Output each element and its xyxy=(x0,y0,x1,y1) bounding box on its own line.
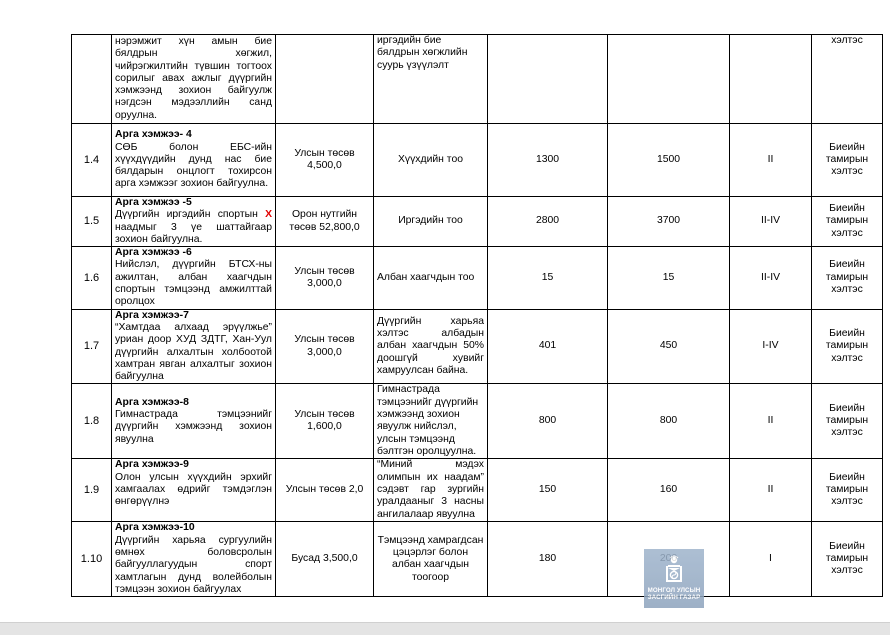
table-row xyxy=(72,35,883,124)
funding-source: Улсын төсөв 1,600,0 xyxy=(276,384,374,459)
phase xyxy=(730,35,812,124)
measure-description: Олон улсын хүүхдийн эрхийг хамгаалах өдрийг тэмдэглэн өнгөрүүлнэ xyxy=(115,471,272,508)
funding-source: Улсын төсөв 2,0 xyxy=(276,459,374,522)
measure-description: Гимнастрада тэмцээнийг дүүргийн хэмжээнд зохион явуулна xyxy=(115,409,272,445)
table-row xyxy=(72,247,883,309)
measure-cell xyxy=(112,124,276,197)
measure-title: Арга хэмжээ- 4 xyxy=(115,129,192,141)
responsible-unit: Биеийн тамирын хэлтэс xyxy=(812,384,883,459)
phase: II xyxy=(730,459,812,522)
indicator: Гимнастрада тэмцээнийг дүүргийн хэмжээнд зохион явуулж нийслэл, улсын тэмцээнд бэлтгэн оролцуулна. xyxy=(374,384,488,459)
table-row xyxy=(72,124,883,197)
baseline-value: 1300 xyxy=(488,124,608,197)
target-value: 15 xyxy=(608,247,730,309)
indicator: Иргэдийн тоо xyxy=(374,197,488,247)
baseline-value: 180 xyxy=(488,522,608,597)
phase: I xyxy=(730,522,812,597)
indicator: Албан хаагчдын тоо xyxy=(374,247,488,309)
table-row xyxy=(72,197,883,247)
measure-title: Арга хэмжээ-10 xyxy=(115,522,195,534)
watermark-caption xyxy=(644,587,704,601)
row-number: 1.8 xyxy=(72,384,112,459)
baseline-value: 15 xyxy=(488,247,608,309)
measure-title: Арга хэмжээ -5 xyxy=(115,197,192,208)
measure-cell xyxy=(112,247,276,309)
measure-description-part: наадмыг 3 үе шаттайгаар зохион байгуулна. xyxy=(115,221,272,245)
measure-cell xyxy=(112,384,276,459)
target-value: 450 xyxy=(608,309,730,384)
measure-description: “Хамтдаа алхаад эрүүлжье” уриан доор ХУД ЗДТГ, Хан-Уул дүүргийн алхалтын холбоотой хамтран явган алхалтыг зохион байгуулна xyxy=(115,321,272,383)
measure-description: Нийслэл, дүүргийн БТСХ-ны ажилтан, албан хаагчдын спортын тэмцээнд амжилттай оролцох xyxy=(115,259,272,308)
measure-description: Дүүргийн харьяа сургуулийн өмнөх боловсролын байгууллагуудын спорт хамтлагын дунд волейболын тэмцээн зохион байгуулах xyxy=(115,534,272,595)
row-number: 1.6 xyxy=(72,247,112,309)
funding-source: Бусад 3,500,0 xyxy=(276,522,374,597)
funding-source: Орон нутгийн төсөв 52,800,0 xyxy=(276,197,374,247)
indicator: Дүүргийн харьяа хэлтэс албадын албан хаагчдын 50% доошгүй хувийг хамруулсан байна. xyxy=(374,309,488,384)
baseline-value: 401 xyxy=(488,309,608,384)
row-number: 1.10 xyxy=(72,522,112,597)
measure-title: Арга хэмжээ-9 xyxy=(115,459,189,471)
measure-cell xyxy=(112,35,276,124)
baseline-value: 2800 xyxy=(488,197,608,247)
target-value xyxy=(608,35,730,124)
measure-title: Арга хэмжээ -6 xyxy=(115,247,192,259)
indicator: иргэдийн бие бялдрын хөгжлийн суурь үзүүлэлт xyxy=(374,35,488,124)
measure-cell xyxy=(112,522,276,597)
responsible-unit: Биеийн тамирын хэлтэс xyxy=(812,459,883,522)
measure-title: Арга хэмжээ-7 xyxy=(115,309,189,321)
row-number: 1.4 xyxy=(72,124,112,197)
table-row xyxy=(72,384,883,459)
phase: II xyxy=(730,384,812,459)
responsible-unit: Биеийн тамирын хэлтэс xyxy=(812,124,883,197)
baseline-value: 150 xyxy=(488,459,608,522)
government-watermark xyxy=(644,549,704,608)
phase: II xyxy=(730,124,812,197)
row-number: 1.5 xyxy=(72,197,112,247)
soyombo-emblem-icon xyxy=(663,555,685,585)
measure-description: нэрэмжит хүн амын бие бялдрын хөгжил, чийрэгжилтийн түвшин тогтоох сорилыг авах ажлыг дүүргийн хэмжээнд зохион байгуулж нэгдсэн мэдээллийн санд оруулна. xyxy=(115,35,272,121)
target-value: 1500 xyxy=(608,124,730,197)
row-number xyxy=(72,35,112,124)
measure-cell xyxy=(112,197,276,247)
responsible-unit: Биеийн тамирын хэлтэс xyxy=(812,247,883,309)
funding-source: Улсын төсөв 3,000,0 xyxy=(276,309,374,384)
funding-source: Улсын төсөв 4,500,0 xyxy=(276,124,374,197)
target-value: 160 xyxy=(608,459,730,522)
measure-cell xyxy=(112,459,276,522)
measure-description: СӨБ болон ЕБС-ийн хүүхдүүдийн дунд нас бие бялдарын онцлогт тохирсон арга хэмжээг зохион байгуулна. xyxy=(115,141,272,190)
row-number: 1.9 xyxy=(72,459,112,522)
measure-description-part: Дүүргийн иргэдийн спортын xyxy=(115,209,258,221)
indicator: “Миний мэдэх олимпын их наадам” сэдэвт гар зургийн уралдааныг 3 насны ангилалаар явуулна xyxy=(374,459,488,522)
phase: I-IV xyxy=(730,309,812,384)
table-row xyxy=(72,459,883,522)
watermark-line-1: МОНГОЛ УЛСЫН xyxy=(647,587,701,594)
responsible-unit: Биеийн тамирын хэлтэс xyxy=(812,522,883,597)
indicator: Тэмцээнд хамрагдсан цэцэрлэг болон албан хаагчдын тоогоор xyxy=(374,522,488,597)
target-value: 800 xyxy=(608,384,730,459)
measure-cell xyxy=(112,309,276,384)
measure-description xyxy=(115,209,272,246)
page-bottom-strip xyxy=(0,622,890,635)
row-number: 1.7 xyxy=(72,309,112,384)
table-row xyxy=(72,522,883,597)
indicator: Хүүхдийн тоо xyxy=(374,124,488,197)
responsible-unit: Биеийн тамирын хэлтэс xyxy=(812,309,883,384)
funding-source xyxy=(276,35,374,124)
phase: II-IV xyxy=(730,197,812,247)
table-row xyxy=(72,309,883,384)
funding-source: Улсын төсөв 3,000,0 xyxy=(276,247,374,309)
responsible-unit: Биеийн тамирын хэлтэс xyxy=(812,197,883,247)
action-plan-table xyxy=(71,34,883,597)
baseline-value: 800 xyxy=(488,384,608,459)
responsible-unit: хэлтэс xyxy=(812,35,883,124)
red-x-mark: Х xyxy=(265,209,272,221)
watermark-line-2: ЗАСГИЙН ГАЗАР xyxy=(647,594,701,601)
phase: II-IV xyxy=(730,247,812,309)
measure-title: Арга хэмжээ-8 xyxy=(115,396,189,408)
baseline-value xyxy=(488,35,608,124)
target-value: 3700 xyxy=(608,197,730,247)
